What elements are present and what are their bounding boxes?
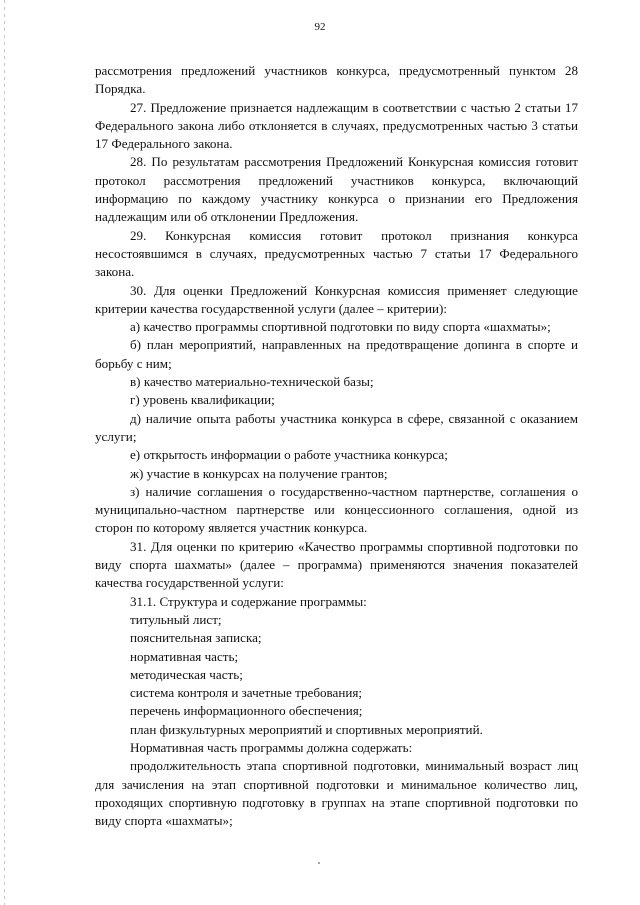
scan-left-edge	[4, 0, 5, 905]
criterion-e: д) наличие опыта работы участника конкурса в сфере, связанной с оказанием услуги;	[95, 410, 578, 444]
structure-item-normative-part: нормативная часть;	[130, 648, 239, 664]
paragraph-29: 29. Конкурсная комиссия готовит протокол признания конкурса несостоявшимся в случаях, предусмотренных частью 7 статьи 17 Федерального закона.	[95, 227, 578, 280]
paragraph-30: 30. Для оценки Предложений Конкурсная комиссия применяет следующие критерии качества государственной услуги (далее – критерии):	[95, 282, 578, 316]
structure-item-title-page: титульный лист;	[130, 611, 222, 627]
structure-item-info-support: перечень информационного обеспечения;	[130, 703, 363, 719]
structure-item-events-plan: план физкультурных мероприятий и спортивных мероприятий.	[130, 721, 483, 737]
criterion-a: а) качество программы спортивной подготовки по виду спорта «шахматы»;	[130, 319, 551, 335]
structure-item-control-system: система контроля и зачетные требования;	[130, 685, 363, 701]
paragraph-28: 28. По результатам рассмотрения Предложений Конкурсная комиссия готовит протокол рассмотрения предложений участников конкурса, включающий информацию по каждому участнику конкурса о признании его Предложения надлежащим или об отклонении Предложения.	[95, 154, 578, 225]
criterion-d: г) уровень квалификации;	[130, 392, 275, 408]
document-body	[95, 62, 578, 830]
criterion-c: в) качество материально-технической базы;	[130, 374, 374, 390]
paragraph-continuation: рассмотрения предложений участников конкурса, предусмотренный пунктом 28 Порядка.	[95, 63, 578, 97]
criterion-f: е) открытость информации о работе участника конкурса;	[130, 447, 448, 463]
normative-part-heading: Нормативная часть программы должна содержать:	[130, 739, 413, 755]
structure-item-methodical-part: методическая часть;	[130, 666, 243, 682]
page-number: 92	[314, 21, 326, 33]
paragraph-31-1: 31.1. Структура и содержание программы:	[130, 593, 367, 609]
paragraph-27: 27. Предложение признается надлежащим в соответствии с частью 2 статьи 17 Федерального закона либо отклоняется в случаях, предусмотренных частью 3 статьи 17 Федерального закона.	[95, 99, 578, 152]
criterion-h: з) наличие соглашения о государственно-частном партнерстве, соглашения о муниципально-частном партнерстве или концессионного соглашения, одной из сторон по которому является участник конкурса.	[95, 483, 578, 536]
scan-dot	[318, 862, 320, 864]
structure-item-explanatory-note: пояснительная записка;	[130, 630, 262, 646]
criterion-b: б) план мероприятий, направленных на предотвращение допинга в спорте и борьбу с ним;	[95, 337, 578, 371]
paragraph-31: 31. Для оценки по критерию «Качество программы спортивной подготовки по виду спорта шахматы» (далее – программа) применяются значения показателей качества государственной услуги:	[95, 538, 578, 591]
normative-part-duration: продолжительность этапа спортивной подготовки, минимальный возраст лиц для зачисления на этап спортивной подготовки и минимальное количество лиц, проходящих спортивную подготовку в группах на этапе спортивной подготовки по виду спорта «шахматы»;	[95, 758, 578, 829]
criterion-g: ж) участие в конкурсах на получение грантов;	[130, 465, 388, 481]
